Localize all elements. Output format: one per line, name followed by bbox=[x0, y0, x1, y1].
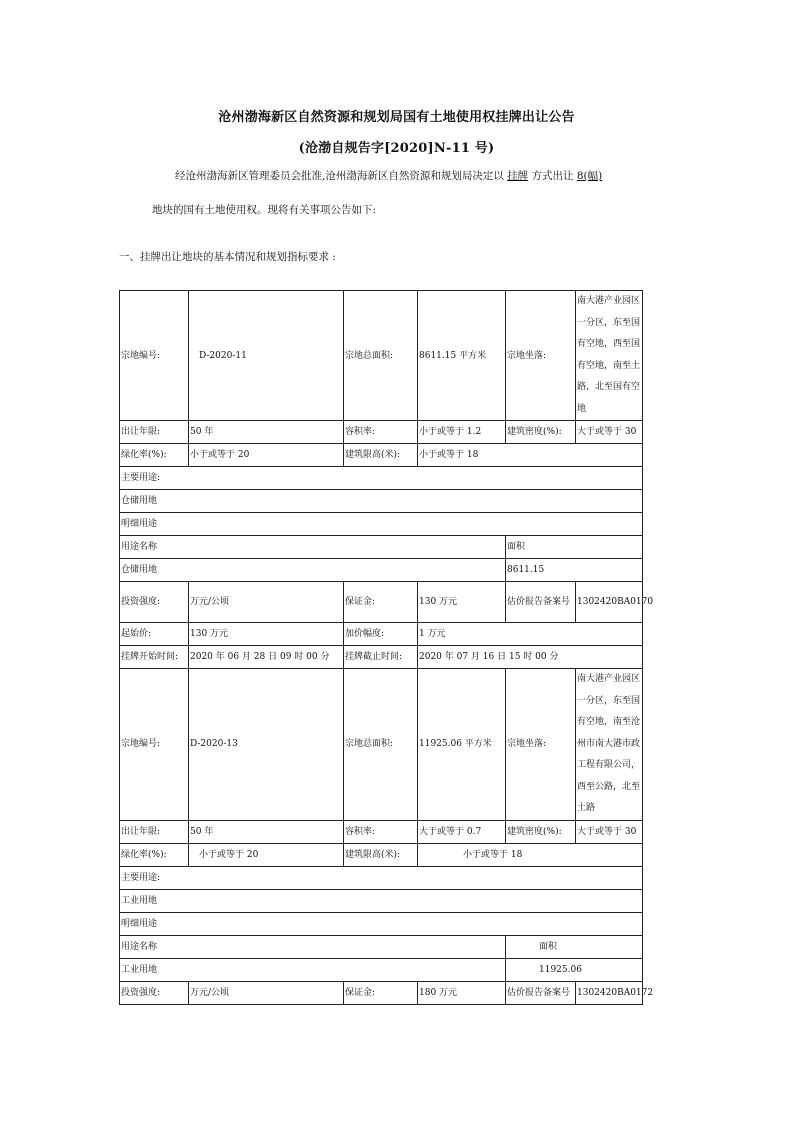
main-use-label: 主要用途: bbox=[120, 866, 643, 889]
use-name-value: 仓储用地 bbox=[120, 559, 506, 582]
table-row bbox=[120, 912, 643, 935]
intro-mid: 方式出让 bbox=[531, 170, 574, 182]
far-value: 大于或等于 0.7 bbox=[418, 820, 506, 843]
density-value: 大于或等于 30 bbox=[576, 820, 643, 843]
area-header: 面积 bbox=[506, 536, 643, 559]
total-area-value: 8611.15 平方米 bbox=[418, 291, 506, 421]
table-row bbox=[120, 421, 643, 444]
deposit-value: 180 万元 bbox=[418, 981, 506, 1004]
table-row bbox=[120, 981, 643, 1004]
appraisal-value: 1302420BA0170 bbox=[576, 582, 643, 623]
table-row bbox=[120, 490, 643, 513]
term-label: 出让年限: bbox=[120, 820, 189, 843]
table-row bbox=[120, 958, 643, 981]
far-value: 小于或等于 1.2 bbox=[418, 421, 506, 444]
intro-line-2: 地块的国有土地使用权。现将有关事项公告如下: bbox=[152, 204, 377, 216]
deposit-label: 保证金: bbox=[344, 981, 418, 1004]
parcel-no-value: D-2020-11 bbox=[189, 291, 344, 421]
detail-use-label: 明细用途 bbox=[120, 912, 643, 935]
table-row bbox=[120, 582, 643, 623]
intro-method: 挂牌 bbox=[507, 170, 529, 182]
main-use-value: 工业用地 bbox=[120, 889, 643, 912]
invest-unit: 万元/公顷 bbox=[189, 582, 344, 623]
table-row bbox=[120, 889, 643, 912]
table-row bbox=[120, 536, 643, 559]
far-label: 容积率: bbox=[344, 421, 418, 444]
increment-label: 加价幅度: bbox=[344, 623, 418, 646]
table-row bbox=[120, 559, 643, 582]
location-value: 南大港产业园区一分区，东至国有空地，南至沧州市南大港市政工程有限公司，西至公路，北至土路 bbox=[576, 669, 643, 821]
location-label: 宗地坐落: bbox=[506, 669, 576, 821]
parcel-no-label: 宗地编号: bbox=[120, 291, 189, 421]
location-label: 宗地坐落: bbox=[506, 291, 576, 421]
location-value: 南大港产业园区一分区，东至国有空地，西至国有空地，南至土路，北至国有空地 bbox=[576, 291, 643, 421]
height-value: 小于或等于 18 bbox=[418, 444, 643, 467]
use-name-header: 用途名称 bbox=[120, 935, 506, 958]
table-row bbox=[120, 291, 643, 421]
table-row bbox=[120, 820, 643, 843]
height-label: 建筑限高(米): bbox=[344, 444, 418, 467]
list-end-label: 挂牌截止时间: bbox=[344, 646, 418, 669]
area-header: 面积 bbox=[506, 935, 643, 958]
parcel-table bbox=[119, 290, 654, 1005]
start-price-value: 130 万元 bbox=[189, 623, 344, 646]
height-value: 小于或等于 18 bbox=[418, 843, 643, 866]
appraisal-label: 估价报告备案号 bbox=[506, 582, 576, 623]
green-value: 小于或等于 20 bbox=[189, 843, 344, 866]
far-label: 容积率: bbox=[344, 820, 418, 843]
table-row bbox=[120, 935, 643, 958]
invest-label: 投资强度: bbox=[120, 981, 189, 1004]
invest-label: 投资强度: bbox=[120, 582, 189, 623]
height-label: 建筑限高(米): bbox=[344, 843, 418, 866]
increment-value: 1 万元 bbox=[418, 623, 643, 646]
total-area-label: 宗地总面积: bbox=[344, 291, 418, 421]
total-area-value: 11925.06 平方米 bbox=[418, 669, 506, 821]
list-start-value: 2020 年 06 月 28 日 09 时 00 分 bbox=[189, 646, 344, 669]
deposit-label: 保证金: bbox=[344, 582, 418, 623]
main-use-label: 主要用途: bbox=[120, 467, 643, 490]
section-heading: 一、挂牌出让地块的基本情况和规划指标要求 : bbox=[119, 251, 336, 263]
area-value: 8611.15 bbox=[506, 559, 643, 582]
deposit-value: 130 万元 bbox=[418, 582, 506, 623]
density-label: 建筑密度(%): bbox=[506, 820, 576, 843]
use-name-value: 工业用地 bbox=[120, 958, 506, 981]
page-title: 沧州渤海新区自然资源和规划局国有土地使用权挂牌出让公告 bbox=[218, 110, 575, 125]
detail-use-label: 明细用途 bbox=[120, 513, 643, 536]
use-name-header: 用途名称 bbox=[120, 536, 506, 559]
term-value: 50 年 bbox=[189, 421, 344, 444]
green-label: 绿化率(%): bbox=[120, 843, 189, 866]
green-label: 绿化率(%): bbox=[120, 444, 189, 467]
table-row bbox=[120, 669, 643, 821]
table-row bbox=[120, 467, 643, 490]
start-price-label: 起始价: bbox=[120, 623, 189, 646]
appraisal-value: 1302420BA0172 bbox=[576, 981, 643, 1004]
density-label: 建筑密度(%): bbox=[506, 421, 576, 444]
list-start-label: 挂牌开始时间: bbox=[120, 646, 189, 669]
invest-unit: 万元/公顷 bbox=[189, 981, 344, 1004]
table-row bbox=[120, 646, 643, 669]
intro-line-1 bbox=[175, 168, 602, 183]
appraisal-label: 估价报告备案号 bbox=[506, 981, 576, 1004]
intro-count: 8(幅) bbox=[576, 170, 603, 182]
term-label: 出让年限: bbox=[120, 421, 189, 444]
density-value: 大于或等于 30 bbox=[576, 421, 643, 444]
table-row bbox=[120, 513, 643, 536]
table-row bbox=[120, 444, 643, 467]
total-area-label: 宗地总面积: bbox=[344, 669, 418, 821]
intro-prefix: 经沧州渤海新区管理委员会批准,沧州渤海新区自然资源和规划局决定以 bbox=[175, 170, 504, 182]
document-number: (沧渤自规告字[2020]N-11 号) bbox=[298, 141, 495, 156]
table-row bbox=[120, 623, 643, 646]
area-value: 11925.06 bbox=[506, 958, 643, 981]
parcel-no-label: 宗地编号: bbox=[120, 669, 189, 821]
table-row bbox=[120, 866, 643, 889]
table-row bbox=[120, 843, 643, 866]
parcel-no-value: D-2020-13 bbox=[189, 669, 344, 821]
term-value: 50 年 bbox=[189, 820, 344, 843]
main-use-value: 仓储用地 bbox=[120, 490, 643, 513]
list-end-value: 2020 年 07 月 16 日 15 时 00 分 bbox=[418, 646, 643, 669]
green-value: 小于或等于 20 bbox=[189, 444, 344, 467]
